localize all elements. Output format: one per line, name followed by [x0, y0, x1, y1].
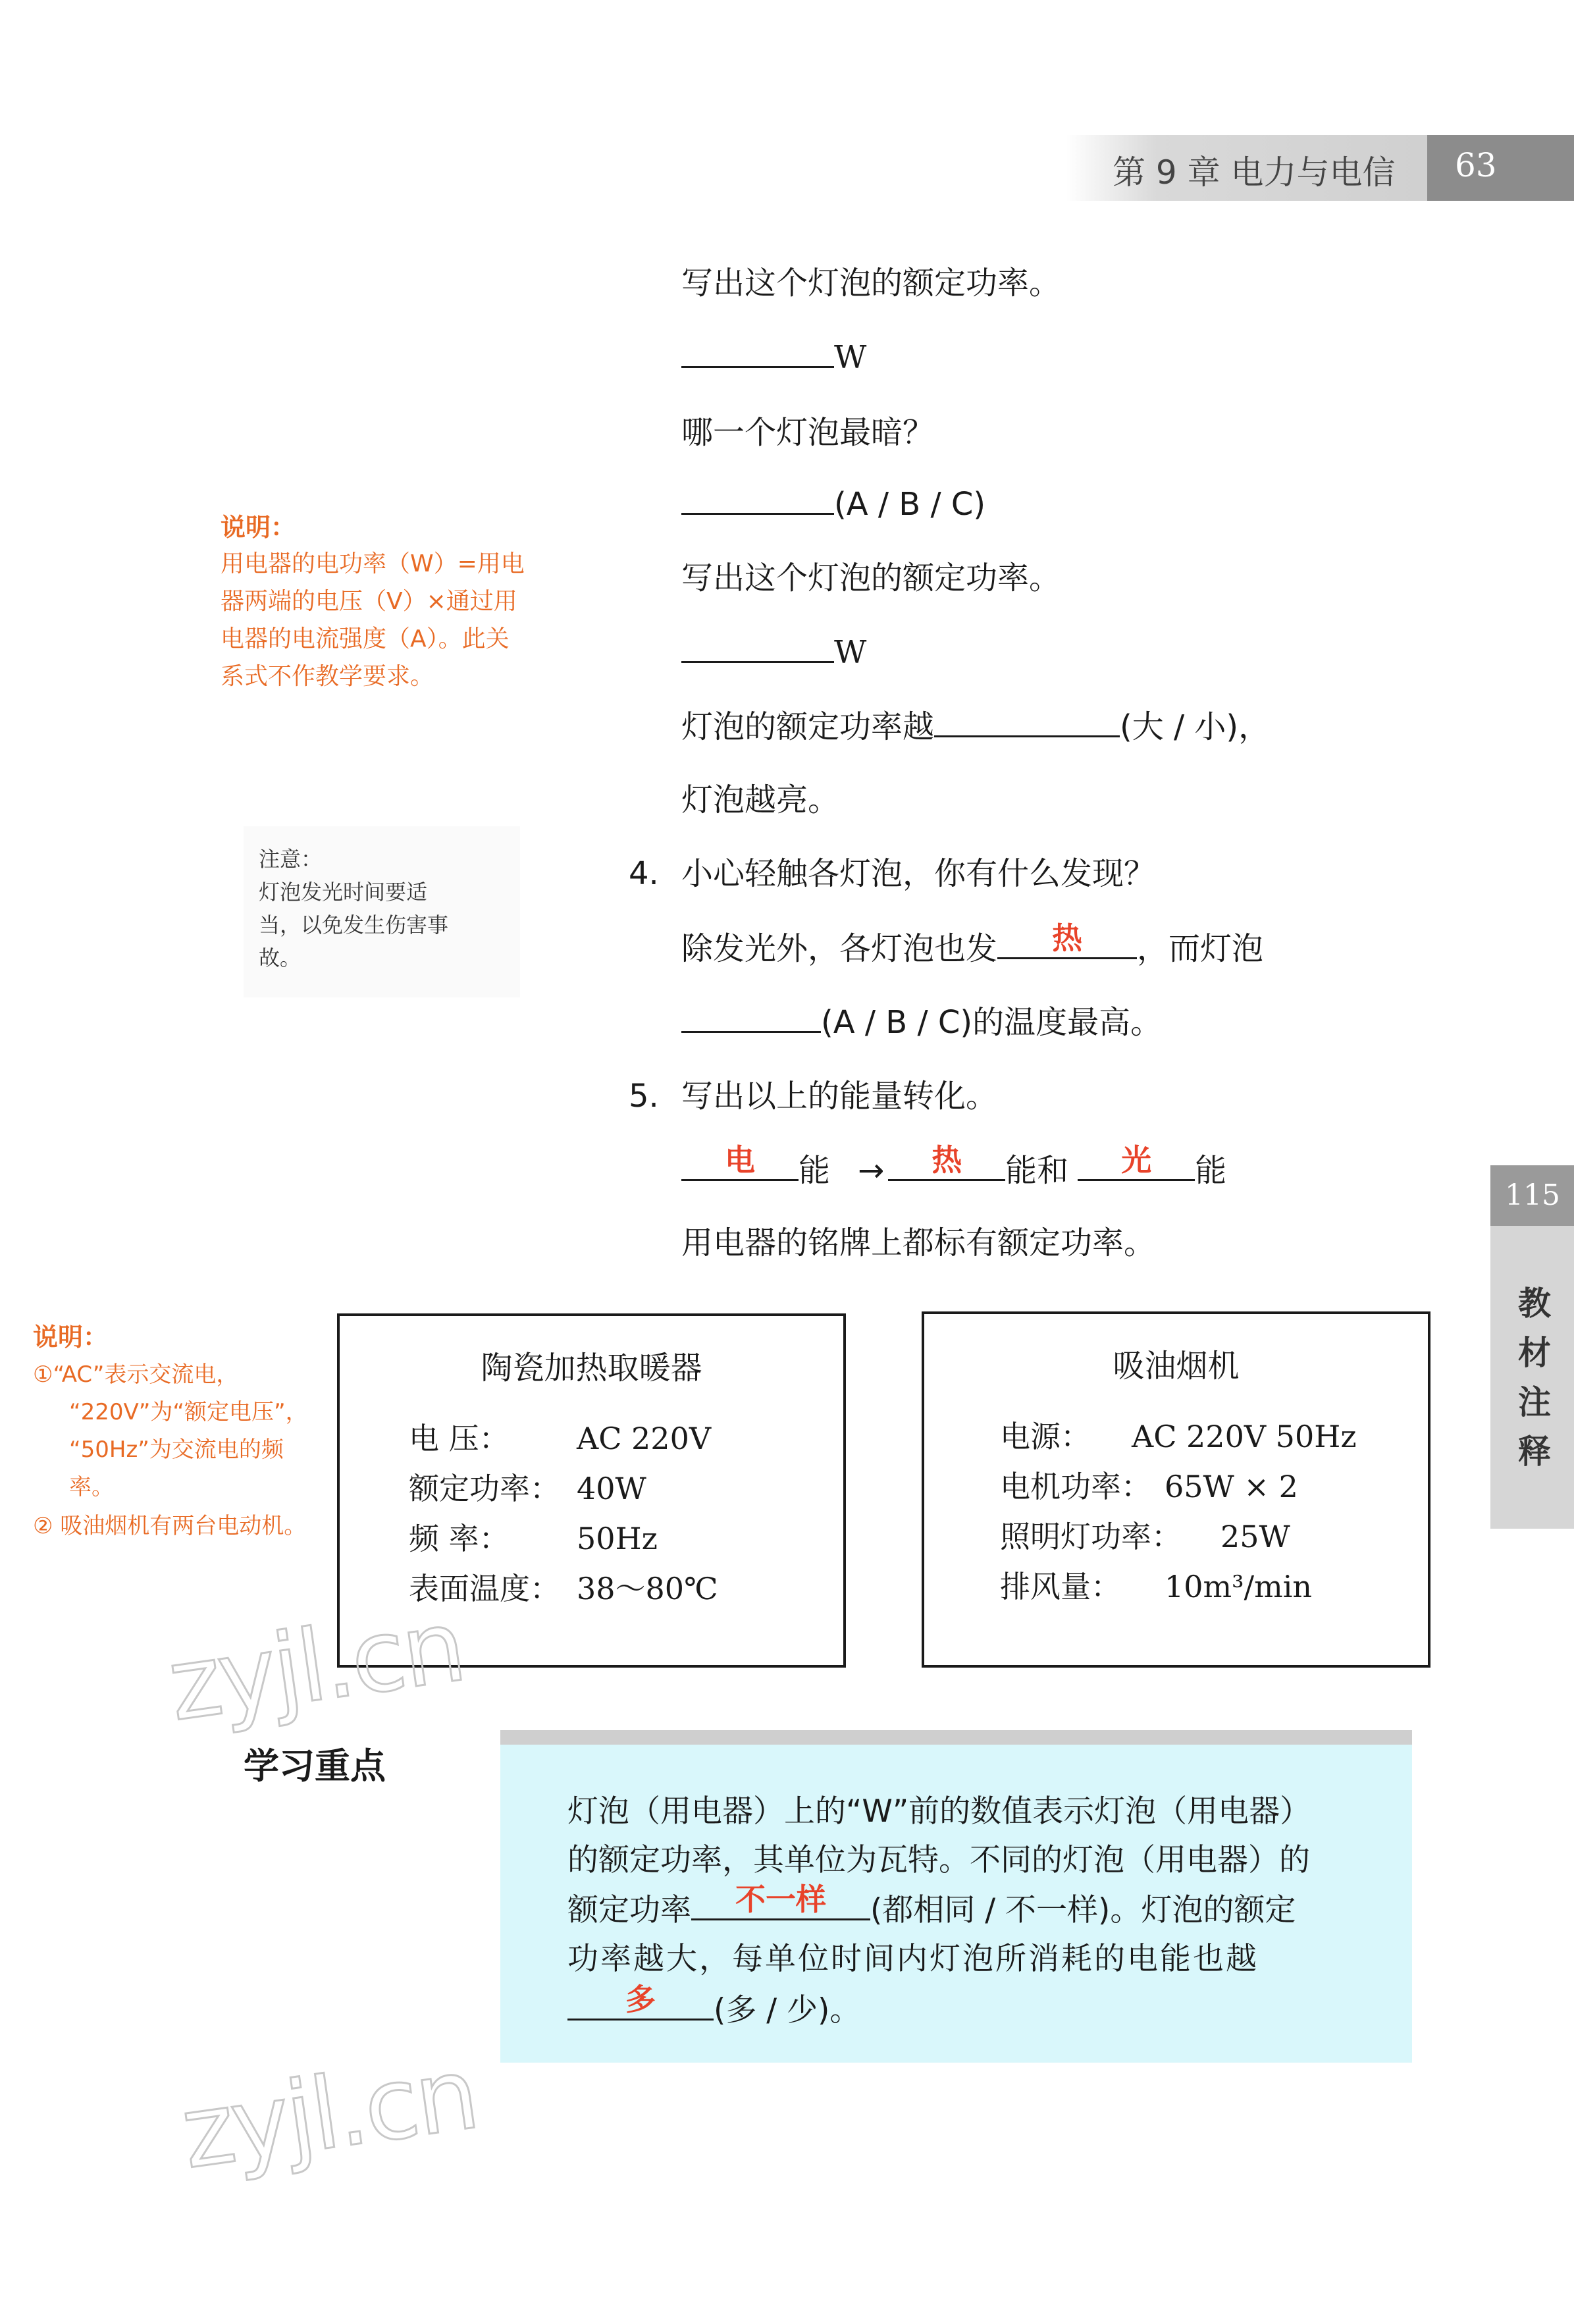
answer-electric: 电	[725, 1142, 755, 1178]
page-number: 63	[1455, 146, 1497, 184]
row-value: 40W	[577, 1471, 646, 1506]
heater-title: 陶瓷加热取暖器	[481, 1350, 702, 1386]
heater-row	[409, 1515, 658, 1558]
note2-line: 注意：	[259, 847, 323, 872]
note1-line: 电器的电流强度（A）。此关	[221, 625, 510, 652]
range-hood-nameplate	[922, 1311, 1430, 1668]
note3-item1-line: ①“AC”表示交流电，	[33, 1361, 239, 1388]
note3-title: 说明：	[33, 1323, 109, 1352]
q4-line-3	[681, 1002, 1162, 1042]
side-tab-char-3: 注	[1518, 1383, 1551, 1421]
q4-line-2	[681, 920, 1264, 968]
note1-line: 用电器的电功率（W）=用电	[221, 550, 525, 577]
row-label: 排风量：	[1000, 1569, 1121, 1604]
range-hood-row	[1000, 1463, 1298, 1506]
question-line-3: 写出这个灯泡的额定功率。	[681, 560, 1061, 596]
q5-number: 5.	[629, 1078, 659, 1115]
answer-blank[interactable]	[681, 632, 834, 663]
note3-item1-line: “50Hz”为交流电的频	[69, 1437, 284, 1463]
side-tab-char-1: 教	[1518, 1284, 1551, 1323]
answer-blank[interactable]	[1078, 1142, 1195, 1181]
note2-line: 当，以免发生伤害事	[259, 912, 449, 938]
key-line-1: 灯泡（用电器）上的“W”前的数值表示灯泡（用电器）	[567, 1793, 1311, 1830]
row-value: 65W × 2	[1165, 1469, 1298, 1504]
blank-line-abc	[681, 484, 985, 524]
key-line-3	[567, 1882, 1296, 1930]
chapter-label: 第 9 章 电力与电信	[1113, 153, 1396, 192]
note2-line: 故。	[259, 945, 302, 970]
answer-blank[interactable]	[888, 1142, 1005, 1181]
answer-blank[interactable]	[691, 1882, 870, 1920]
watermark: zyjl.cn	[174, 2036, 483, 2192]
row-value: 38～80℃	[577, 1571, 718, 1606]
answer-blank[interactable]	[567, 1982, 714, 2020]
question-line-4	[681, 706, 1270, 747]
answer-heat: 热	[931, 1142, 962, 1178]
question-line-5: 灯泡越亮。	[681, 781, 840, 818]
question-line-1: 写出这个灯泡的额定功率。	[681, 265, 1061, 302]
blank-line-w2	[681, 632, 866, 672]
line4-options: (大 / 小)，	[1120, 708, 1271, 745]
note2-line: 灯泡发光时间要适	[259, 880, 428, 905]
key-line-2: 的额定功率，其单位为瓦特。不同的灯泡（用电器）的	[567, 1842, 1310, 1878]
side-tab-number: 115	[1505, 1178, 1560, 1212]
range-hood-row	[1000, 1513, 1290, 1556]
row-label: 表面温度：	[409, 1571, 560, 1606]
answer-blank[interactable]	[681, 484, 834, 515]
arrow-icon: →	[858, 1152, 885, 1189]
q4-number: 4.	[629, 855, 659, 892]
answer-blank[interactable]	[681, 1002, 821, 1033]
row-label: 频 率：	[409, 1521, 510, 1556]
answer-more: 多	[625, 1982, 656, 2017]
row-label: 电机功率：	[1000, 1469, 1151, 1504]
side-tab-char-2: 材	[1518, 1334, 1551, 1372]
side-tab-char-4: 释	[1518, 1433, 1551, 1471]
q4-line3-suffix: (A / B / C)的温度最高。	[821, 1004, 1163, 1041]
row-value: 10m³/min	[1165, 1569, 1313, 1604]
nameplate-text: 用电器的铭牌上都标有额定功率。	[681, 1225, 1156, 1261]
q4-line2-prefix: 除发光外，各灯泡也发	[681, 930, 998, 967]
key-line-5	[567, 1982, 861, 2030]
q4-text: 小心轻触各灯泡，你有什么发现？	[681, 855, 1156, 892]
key-line3-prefix: 额定功率	[567, 1892, 691, 1928]
question-line-2: 哪一个灯泡最暗？	[681, 414, 935, 451]
row-label: 照明灯功率：	[1000, 1519, 1182, 1554]
range-hood-row	[1000, 1413, 1357, 1456]
note1-line: 器两端的电压（V）×通过用	[221, 588, 517, 615]
heater-row	[409, 1465, 646, 1508]
key-points-heading: 学习重点	[244, 1745, 386, 1787]
row-label: 电源：	[1000, 1419, 1091, 1454]
answer-different: 不一样	[735, 1882, 826, 1917]
range-hood-title: 吸油烟机	[1113, 1348, 1240, 1385]
row-label: 额定功率：	[409, 1471, 560, 1506]
key-line3-suffix: (都相同 / 不一样)。灯泡的额定	[870, 1892, 1296, 1928]
answer-blank[interactable]	[997, 920, 1137, 959]
answer-light: 光	[1121, 1142, 1152, 1178]
answer-heat: 热	[1052, 920, 1083, 956]
blank-line-w1	[681, 337, 866, 377]
answer-blank[interactable]	[681, 337, 834, 368]
q5-text: 写出以上的能量转化。	[681, 1078, 998, 1115]
answer-blank[interactable]	[934, 706, 1120, 737]
note3-item2: ② 吸油烟机有两台电动机。	[33, 1513, 307, 1539]
heater-row	[409, 1415, 711, 1458]
line4-prefix: 灯泡的额定功率越	[681, 708, 935, 745]
abc-options: (A / B / C)	[834, 486, 986, 523]
answer-blank[interactable]	[681, 1142, 799, 1181]
energy-word: 能	[1195, 1152, 1227, 1189]
range-hood-row	[1000, 1563, 1312, 1606]
row-value: AC 220V 50Hz	[1132, 1419, 1357, 1454]
page-number-box	[1427, 135, 1574, 201]
key-line-4: 功率越大，每单位时间内灯泡所消耗的电能也越	[567, 1941, 1259, 1977]
note1-title: 说明：	[221, 513, 296, 542]
unit-w: W	[834, 634, 867, 671]
key-line5-suffix: (多 / 少)。	[714, 1992, 861, 2028]
energy-word: 能和	[1005, 1152, 1069, 1189]
note1-line: 系式不作教学要求。	[221, 663, 434, 690]
note3-item1-line: “220V”为“额定电压”，	[69, 1399, 308, 1425]
row-value: AC 220V	[577, 1421, 712, 1456]
energy-word: 能	[799, 1152, 831, 1189]
row-value: 50Hz	[577, 1521, 658, 1556]
note3-item1-line: 率。	[69, 1474, 114, 1500]
q5-energy-line	[681, 1142, 1227, 1190]
row-label: 电 压：	[409, 1421, 510, 1456]
row-value: 25W	[1220, 1519, 1290, 1554]
unit-w: W	[834, 339, 867, 376]
q4-line2-suffix: ，而灯泡	[1137, 930, 1264, 967]
watermark: zyjl.cn	[161, 1589, 470, 1744]
